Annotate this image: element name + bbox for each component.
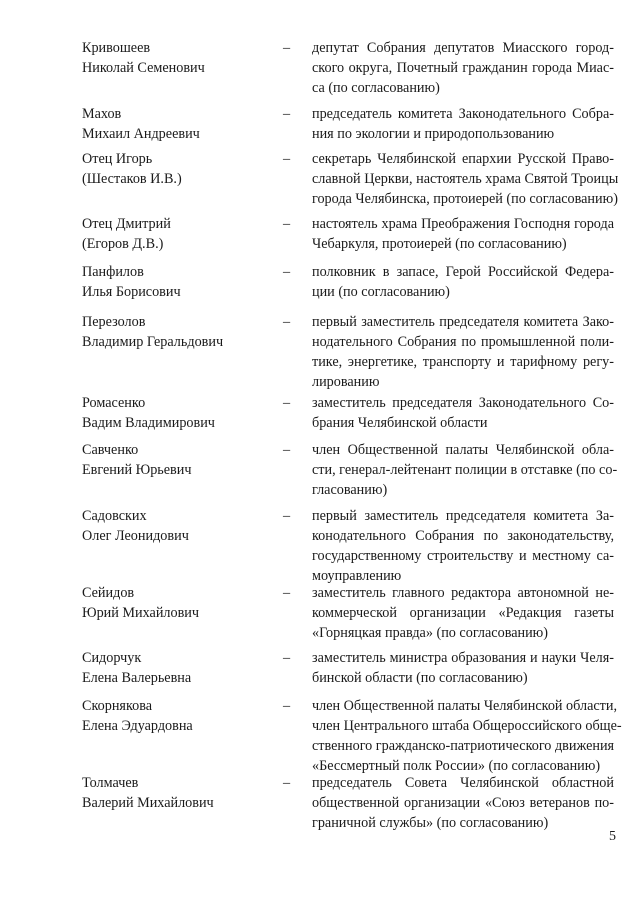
separator-dash: – (283, 508, 291, 524)
member-description: член Общественной палаты Челябинской области, член Центрального штаба Общероссийского обще- ственного гражданско-патриотического движения «Бессмертный полк России» (по согласованию) (312, 698, 622, 774)
separator-dash: – (283, 775, 291, 791)
separator-dash: – (283, 106, 291, 122)
member-name: Отец Игорь (Шестаков И.В.) (82, 151, 182, 187)
separator-dash: – (283, 264, 291, 280)
member-description: депутат Собрания депутатов Миасского город- ского округа, Почетный гражданин города Миас- са (по согласованию) (312, 40, 614, 96)
member-name: Садовских Олег Леонидович (82, 508, 189, 544)
member-name: Ромасенко Вадим Владимирович (82, 395, 215, 431)
member-description: председатель комитета Законодательного Собра- ния по экологии и природопользованию (312, 106, 614, 142)
member-description: заместитель председателя Законодательного Со- брания Челябинской области (312, 395, 614, 431)
member-description: настоятель храма Преображения Господня города Чебаркуля, протоиерей (по согласованию) (312, 216, 614, 252)
member-name: Перезолов Владимир Геральдович (82, 314, 224, 350)
member-description: первый заместитель председателя комитета За- конодательного Собрания по законодательству, государственному строительству и местному са- моуправлению (312, 508, 614, 584)
member-name: Савченко Евгений Юрьевич (82, 442, 192, 478)
separator-dash: – (283, 698, 291, 714)
separator-dash: – (283, 650, 291, 666)
separator-dash: – (283, 40, 291, 56)
member-description: заместитель главного редактора автономной не- коммерческой организации «Редакция газеты «Горняцкая правда» (по согласованию) (312, 585, 614, 641)
member-description: первый заместитель председателя комитета Зако- нодательного Собрания по промышленной поли- тике, энергетике, транспорту и тарифному регу- лированию (312, 314, 614, 390)
member-description: председатель Совета Челябинской областной общественной организации «Союз ветеранов по- граничной службы» (по согласованию) (312, 775, 614, 831)
page-number: 5 (609, 829, 616, 844)
member-name: Скорнякова Елена Эдуардовна (82, 698, 193, 734)
separator-dash: – (283, 442, 291, 458)
member-description: секретарь Челябинской епархии Русской Право- славной Церкви, настоятель храма Святой Троицы города Челябинска, протоиерей (по согласованию) (312, 151, 619, 207)
separator-dash: – (283, 216, 291, 232)
member-description: полковник в запасе, Герой Российской Федера- ции (по согласованию) (312, 264, 614, 300)
member-name: Махов Михаил Андреевич (82, 106, 200, 142)
separator-dash: – (283, 314, 291, 330)
member-name: Сидорчук Елена Валерьевна (82, 650, 192, 686)
separator-dash: – (283, 151, 291, 167)
member-description: член Общественной палаты Челябинской обла- сти, генерал-лейтенант полиции в отставке (по со- гласованию) (312, 442, 618, 498)
separator-dash: – (283, 395, 291, 411)
member-name: Панфилов Илья Борисович (82, 264, 181, 300)
member-description: заместитель министра образования и науки Челя- бинской области (по согласованию) (312, 650, 614, 686)
member-name: Кривошеев Николай Семенович (82, 40, 205, 76)
separator-dash: – (283, 585, 291, 601)
member-name: Толмачев Валерий Михайлович (82, 775, 214, 811)
member-name: Сейидов Юрий Михайлович (82, 585, 200, 621)
member-name: Отец Дмитрий (Егоров Д.В.) (82, 216, 171, 252)
